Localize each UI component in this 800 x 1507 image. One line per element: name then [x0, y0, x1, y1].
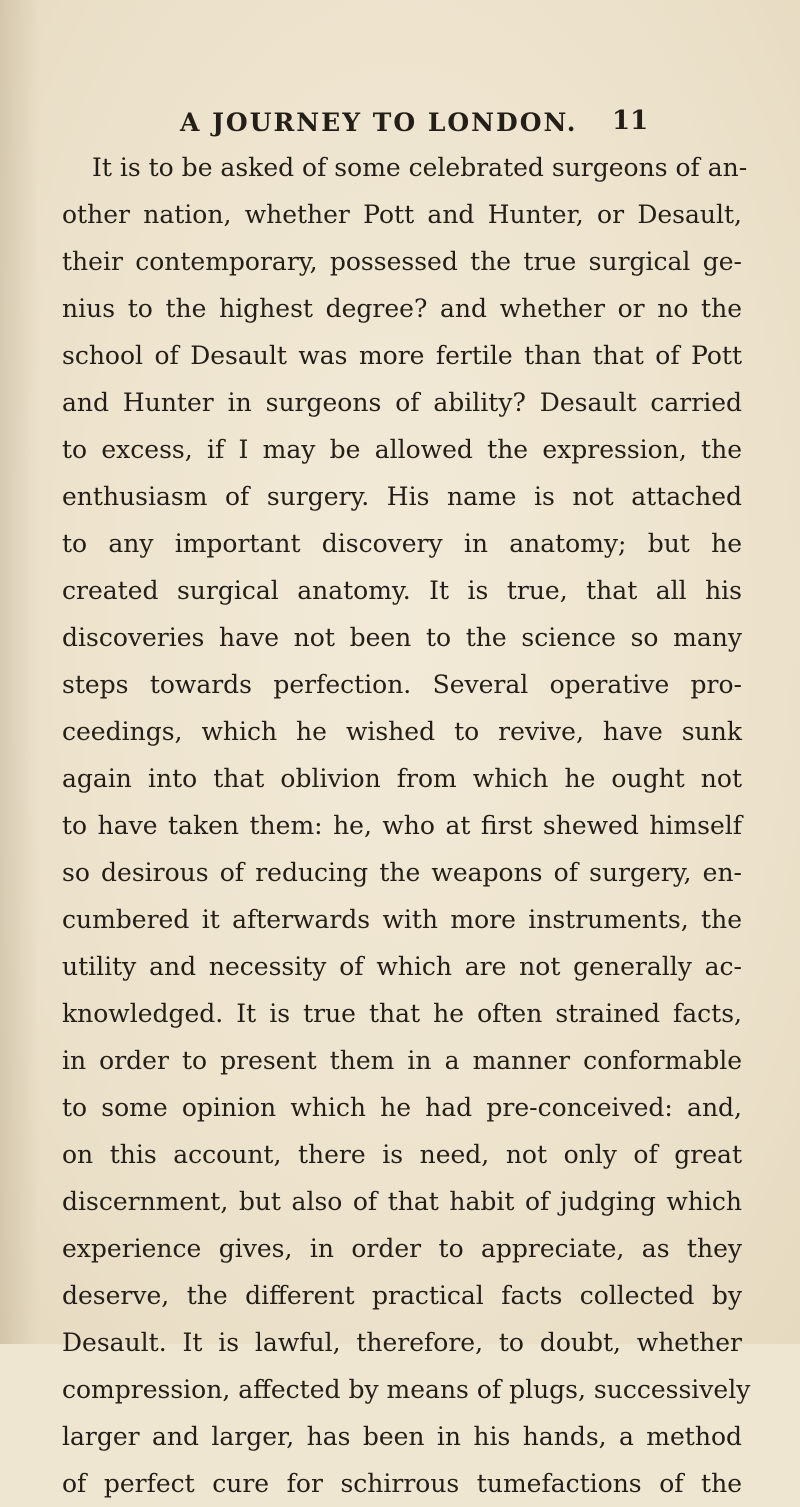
text-line: experience gives, in order to appreciate, as they [62, 1234, 742, 1263]
text-line: It is to be asked of some celebrated surgeons of an- [92, 153, 748, 182]
text-line: again into that oblivion from which he ought not [62, 764, 742, 793]
text-line: school of Desault was more fertile than that of Pott [62, 341, 742, 370]
text-line: in order to present them in a manner conformable [62, 1046, 742, 1075]
text-line: of perfect cure for schirrous tumefactions of the [62, 1469, 742, 1498]
text-line: to some opinion which he had pre-conceived: and, [62, 1093, 742, 1122]
text-line: their contemporary, possessed the true surgical ge- [62, 247, 742, 276]
page-header [0, 102, 800, 142]
text-line: enthusiasm of surgery. His name is not attached [62, 482, 742, 511]
page-edge-shadow [0, 0, 40, 1344]
text-line: larger and larger, has been in his hands, a method [62, 1422, 742, 1451]
running-title: A JOURNEY TO LONDON. [180, 108, 578, 137]
text-line: knowledged. It is true that he often strained facts, [62, 999, 742, 1028]
text-line: discernment, but also of that habit of judging which [62, 1187, 742, 1216]
text-line: cumbered it afterwards with more instruments, the [62, 905, 742, 934]
text-line: utility and necessity of which are not generally ac- [62, 952, 742, 981]
text-line: compression, affected by means of plugs, successively [62, 1375, 751, 1404]
text-line: discoveries have not been to the science so many [62, 623, 742, 652]
text-line: on this account, there is need, not only of great [62, 1140, 742, 1169]
text-line: so desirous of reducing the weapons of surgery, en- [62, 858, 742, 887]
text-line: deserve, the different practical facts collected by [62, 1281, 742, 1310]
body-text [62, 144, 751, 1507]
text-line: to any important discovery in anatomy; but he [62, 529, 742, 558]
text-line: Desault. It is lawful, therefore, to doubt, whether [62, 1328, 742, 1357]
text-line: and Hunter in surgeons of ability? Desault carried [62, 388, 742, 417]
text-line: other nation, whether Pott and Hunter, or Desault, [62, 200, 742, 229]
text-line: nius to the highest degree? and whether or no the [62, 294, 742, 323]
text-line: created surgical anatomy. It is true, that all his [62, 576, 742, 605]
text-line: to excess, if I may be allowed the expression, the [62, 435, 742, 464]
text-line: steps towards perfection. Several operative pro- [62, 670, 742, 699]
text-line: to have taken them: he, who at first shewed himself [62, 811, 742, 840]
text-line: ceedings, which he wished to revive, have sunk [62, 717, 742, 746]
page-number: 11 [612, 106, 649, 136]
